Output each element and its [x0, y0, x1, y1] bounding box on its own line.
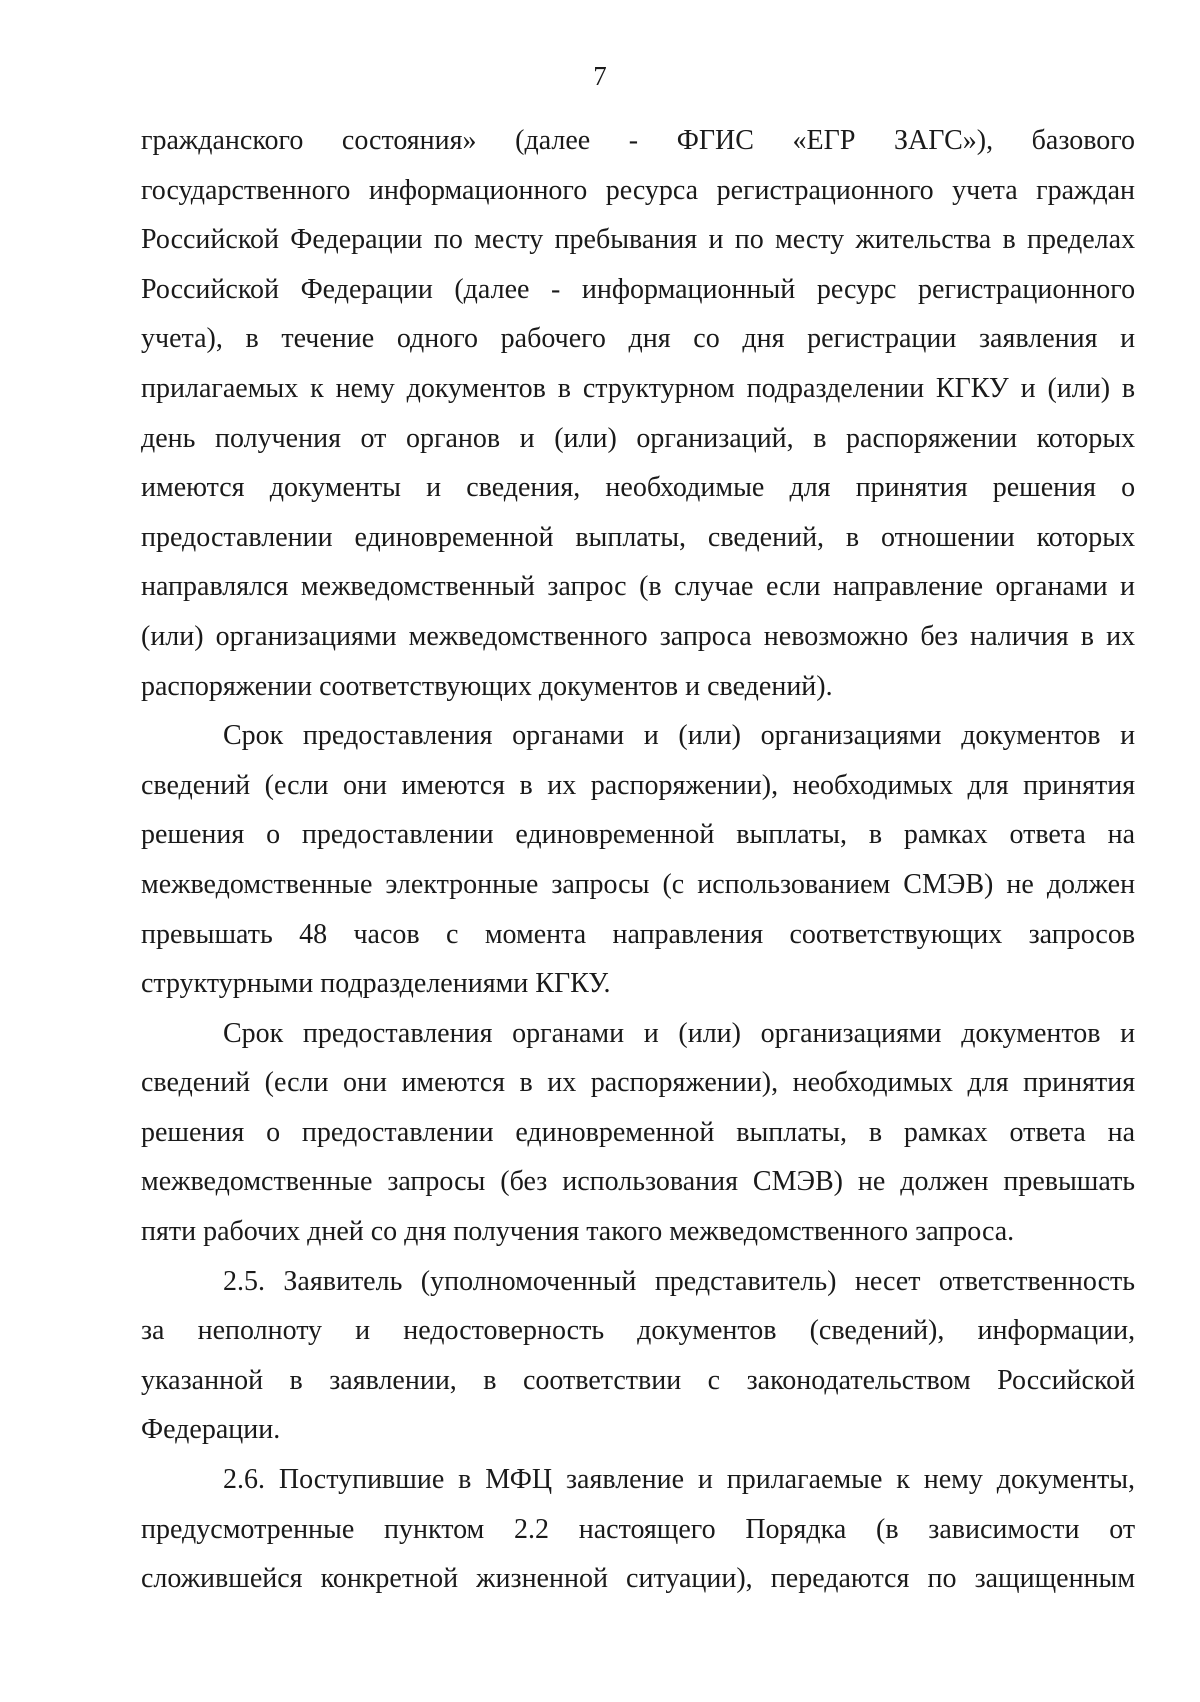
text-line: учета), в течение одного рабочего дня со дня регистрации заявления и: [141, 323, 1136, 355]
text-line: гражданского состояния» (далее - ФГИС «ЕГР ЗАГС»), базового: [141, 125, 1136, 156]
text-line: прилагаемых к нему документов в структурном подразделении КГКУ и (или) в: [141, 372, 1136, 404]
text-line: Федерации.: [141, 1414, 281, 1446]
paragraph-4: [141, 1257, 1135, 1455]
text-line: сложившейся конкретной жизненной ситуации), передаются по защищенным: [141, 1563, 1136, 1595]
text-line: предоставлении единовременной выплаты, сведений, в отношении которых: [141, 521, 1136, 553]
text-line: Российской Федерации по месту пребывания и по месту жительства в пределах: [141, 224, 1136, 256]
text-line: решения о предоставлении единовременной выплаты, в рамках ответа на: [141, 1116, 1136, 1148]
text-line: Российской Федерации (далее - информационный ресурс регистрационного: [141, 273, 1136, 305]
text-line: превышать 48 часов с момента направления соответствующих запросов: [141, 918, 1136, 950]
text-line: пяти рабочих дней со дня получения такого межведомственного запроса.: [141, 1216, 1015, 1248]
text-line: предусмотренные пунктом 2.2 настоящего Порядка (в зависимости от: [141, 1513, 1136, 1545]
text-line: решения о предоставлении единовременной выплаты, в рамках ответа на: [141, 819, 1136, 851]
text-line: межведомственные электронные запросы (с использованием СМЭВ) не должен: [141, 868, 1136, 900]
text-line: сведений (если они имеются в их распоряжении), необходимых для принятия: [141, 769, 1136, 801]
document-body: [141, 116, 1135, 1604]
text-line: 2.6. Поступившие в МФЦ заявление и прилагаемые к нему документы,: [223, 1464, 1136, 1496]
text-line: сведений (если они имеются в их распоряжении), необходимых для принятия: [141, 1067, 1136, 1099]
text-line: 2.5. Заявитель (уполномоченный представитель) несет ответственность: [223, 1265, 1136, 1297]
text-line: межведомственные запросы (без использования СМЭВ) не должен превышать: [141, 1166, 1136, 1198]
text-line: распоряжении соответствующих документов и сведений).: [141, 670, 833, 702]
text-line: день получения от органов и (или) организаций, в распоряжении которых: [141, 422, 1136, 454]
paragraph-3: [141, 1009, 1135, 1257]
paragraph-5: [141, 1455, 1135, 1604]
text-line: Срок предоставления органами и (или) организациями документов и: [223, 1017, 1136, 1049]
text-line: указанной в заявлении, в соответствии с законодательством Российской: [141, 1364, 1136, 1396]
paragraph-1: [141, 116, 1135, 711]
text-line: структурными подразделениями КГКУ.: [141, 968, 611, 1000]
text-line: имеются документы и сведения, необходимые для принятия решения о: [141, 472, 1136, 504]
paragraph-2: [141, 711, 1135, 1009]
text-line: за неполноту и недостоверность документов (сведений), информации,: [141, 1315, 1136, 1347]
text-line: государственного информационного ресурса регистрационного учета граждан: [141, 174, 1136, 206]
text-line: (или) организациями межведомственного запроса невозможно без наличия в их: [141, 620, 1136, 652]
text-line: Срок предоставления органами и (или) организациями документов и: [223, 720, 1136, 752]
text-line: направлялся межведомственный запрос (в случае если направление органами и: [141, 571, 1136, 603]
page-number: 7: [593, 61, 607, 91]
